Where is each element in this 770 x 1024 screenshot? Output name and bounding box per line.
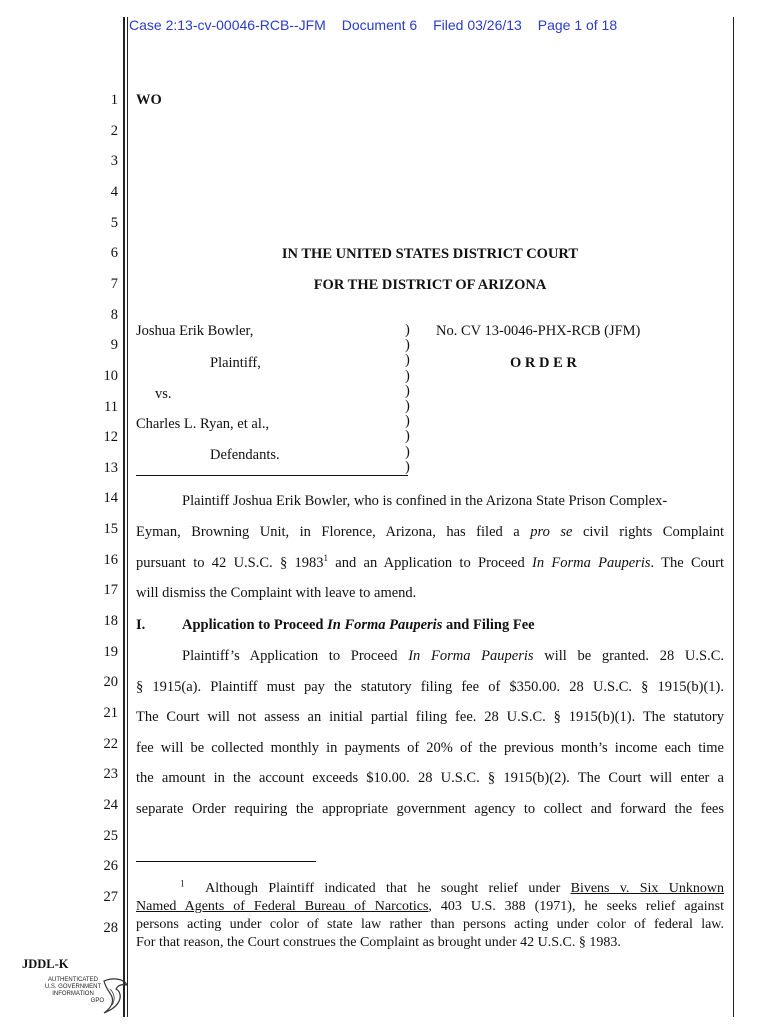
line-number: 22 (103, 736, 118, 752)
caption-paren: ) (405, 443, 410, 460)
line-number: 23 (103, 766, 118, 782)
line-number: 1 (110, 92, 118, 108)
caption-paren: ) (405, 398, 410, 414)
line-number: 25 (103, 828, 118, 844)
case-header (129, 17, 629, 33)
line-number: 20 (103, 674, 118, 690)
line-number: 28 (103, 920, 118, 936)
body-line-19: Plaintiff’s Application to Proceed In Forma Pauperis will be granted. 28 U.S.C. (182, 648, 724, 664)
caption-paren: ) (405, 382, 410, 399)
case-number: Case 2:13-cv-00046-RCB--JFM (129, 17, 326, 33)
court-title-line-2: FOR THE DISTRICT OF ARIZONA (313, 277, 547, 293)
footnote-line-3: persons acting under color of state law rather than persons acting under color of federal law. (136, 917, 724, 932)
line-number: 15 (103, 521, 118, 537)
caption-paren: ) (405, 367, 410, 384)
page-number: Page 1 of 18 (537, 17, 618, 33)
footnote-separator (136, 861, 316, 862)
caption-paren: ) (405, 413, 410, 430)
right-margin-rule (733, 17, 734, 1017)
body-line-16: pursuant to 42 U.S.C. § 1983$^1$ and an Application to Proceed In Forma Pauperis. The Court (136, 553, 724, 571)
line-number: 4 (110, 184, 118, 200)
body-line-14: Plaintiff Joshua Erik Bowler, who is confined in the Arizona State Prison Complex- (182, 493, 668, 509)
line-number: 21 (103, 705, 118, 721)
line-number: 16 (103, 552, 118, 568)
line-number: 12 (103, 429, 118, 445)
document-number: Document 6 (341, 17, 418, 33)
footnote-number: 1 (180, 878, 185, 889)
section-heading: Application to Proceed In Forma Pauperis and Filing Fee (182, 617, 535, 633)
defendant-role: Defendants. (210, 447, 280, 463)
line-number: 2 (110, 123, 118, 139)
caption-underline (136, 475, 408, 476)
line-number: 19 (103, 644, 118, 660)
gpo-seal-logo: AUTHENTICATED U.S. GOVERNMENT INFORMATION GPO (40, 975, 130, 1017)
court-title-line-1: IN THE UNITED STATES DISTRICT COURT (281, 246, 579, 262)
eagle-icon (100, 975, 130, 1017)
body-line-21: The Court will not assess an initial partial filing fee. 28 U.S.C. § 1915(b)(1). The statutory (136, 709, 724, 725)
line-number: 24 (103, 797, 118, 813)
caption-paren: ) (405, 428, 410, 445)
line-number: 26 (103, 858, 118, 874)
line-number: 9 (110, 337, 118, 353)
line-number: 3 (110, 153, 118, 169)
line-number: 10 (103, 368, 118, 384)
body-line-20: § 1915(a). Plaintiff must pay the statutory filing fee of $350.00. 28 U.S.C. § 1915(b)(1). (136, 679, 724, 695)
wo-mark: WO (136, 92, 162, 108)
footnote-ref-1: 1 (323, 553, 328, 564)
filed-date: Filed 03/26/13 (433, 17, 522, 33)
order-title: O R D E R (510, 355, 577, 371)
caption-paren: ) (405, 458, 410, 475)
footnote-line-1: $^1$ Although Plaintiff indicated that he sought relief under Bivens v. Six Unknown (180, 878, 724, 896)
versus: vs. (155, 386, 172, 402)
footnote-line-4: For that reason, the Court construes the Complaint as brought under 42 U.S.C. § 1983. (136, 935, 621, 950)
line-number: 14 (103, 490, 118, 506)
plaintiff-name: Joshua Erik Bowler, (136, 323, 254, 339)
section-number: I. (136, 617, 146, 633)
footnote-line-2: Named Agents of Federal Bureau of Narcotics, 403 U.S. 388 (1971), he seeks relief against (136, 899, 724, 914)
left-margin-rule-2 (127, 17, 128, 1017)
left-margin-rule-1 (123, 17, 125, 1017)
line-number: 18 (103, 613, 118, 629)
caption-paren: ) (405, 352, 410, 369)
line-number: 27 (103, 889, 118, 905)
body-line-23: the amount in the account exceeds $10.00. 28 U.S.C. § 1915(b)(2). The Court will enter a (136, 770, 724, 786)
body-line-24: separate Order requiring the appropriate government agency to collect and forward the fees (136, 801, 724, 817)
line-number: 6 (110, 245, 118, 261)
body-line-15: Eyman, Browning Unit, in Florence, Arizona, has filed a pro se civil rights Complaint (136, 524, 725, 540)
caption-paren: ) (405, 337, 410, 354)
body-line-17: will dismiss the Complaint with leave to amend. (136, 585, 417, 601)
line-number: 8 (110, 307, 118, 323)
line-number: 17 (103, 582, 118, 598)
plaintiff-role: Plaintiff, (210, 355, 261, 371)
case-number-caption: No. CV 13-0046-PHX-RCB (JFM) (436, 323, 641, 339)
line-number: 5 (110, 215, 118, 231)
body-line-22: fee will be collected monthly in payments of 20% of the previous month’s income each time (136, 740, 724, 756)
line-number: 13 (103, 460, 118, 476)
defendant-name: Charles L. Ryan, et al., (136, 416, 270, 432)
caption-paren: ) (405, 322, 410, 338)
line-number: 7 (110, 276, 118, 292)
footer-code: JDDL-K (22, 957, 69, 971)
line-number: 11 (104, 399, 118, 415)
